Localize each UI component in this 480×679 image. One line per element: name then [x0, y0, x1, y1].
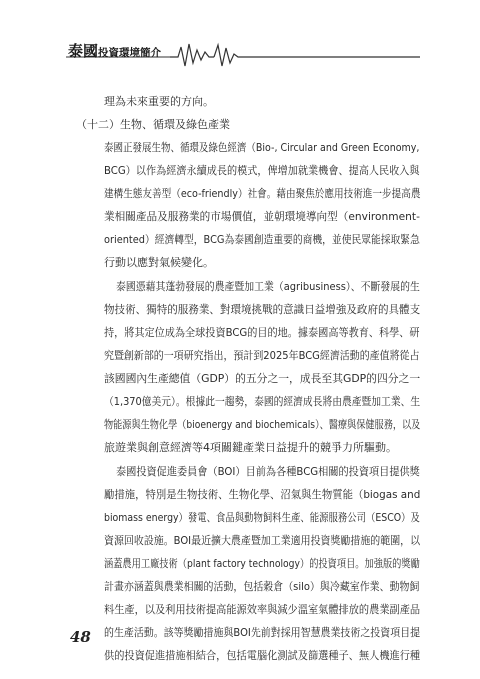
- text-line: 的生產活動。該等獎勵措施與BOI先前對採用智慧農業技術之投資項目提: [104, 626, 421, 639]
- text-line: 建構生態友善型（eco-friendly）社會。藉由聚焦於應用技術進一步提高農: [104, 187, 421, 200]
- header-title-main: 泰國: [68, 42, 99, 60]
- text-line: 持，將其定位成為全球投資BCG的目的地。據泰國高等教育、科學、研: [104, 326, 420, 339]
- text-line: 究暨創新部的一項研究指出，預計到2025年BCG經濟活動的產值將從占: [104, 349, 420, 362]
- text-line: 旅遊業與創意經濟等4項關鍵產業日益提升的競爭力所驅動。: [104, 441, 397, 454]
- text-line: 勵措施，特別是生物技術、生物化學、沼氣與生物質能（biogas and: [104, 488, 421, 501]
- text-line: 資源回收設施。BOI最近擴大農產暨加工業適用投資獎勵措施的範圍，以: [104, 534, 421, 547]
- text-line: 計畫亦涵蓋與農業相關的活動，包括穀倉（silo）與冷藏室作業、動物飼: [104, 580, 420, 593]
- text-line: 料生產，以及利用技術提高能源效率與減少溫室氣體排放的農業副產品: [104, 603, 421, 616]
- text-line: 涵蓋農用工廠技術（plant factory technology）的投資項目。加強版的獎勵: [104, 557, 420, 570]
- text-line: 理為未來重要的方向。: [104, 95, 214, 108]
- section-heading: （十二）生物、循環及綠色產業: [76, 118, 230, 131]
- text-line: oriented）經濟轉型，BCG為泰國創造重要的商機，並使民眾能採取緊急: [104, 233, 420, 246]
- text-line: 泰國正發展生物、循環及綠色經濟（Bio-, Circular and Green Economy,: [104, 141, 420, 154]
- page-number: 48: [70, 628, 91, 646]
- text-line: 業相關產品及服務業的市場價值，並朝環境導向型（environment-: [104, 210, 420, 223]
- text-line: 供的投資促進措施相結合，包括電腦化測試及篩選種子、無人機進行種: [104, 649, 421, 662]
- text-line: 泰國投資促進委員會（BOI）目前為各種BCG相關的投資項目提供獎: [116, 465, 420, 478]
- text-line: biomass energy）發電、食品與動物飼料生產、能源服務公司（ESCO）及: [104, 511, 420, 524]
- text-line: （1,370億美元）。根據此一趨勢，泰國的經濟成長將由農產暨加工業、生: [104, 395, 421, 408]
- text-line: 該國國內生產總值（GDP）的五分之一，成長至其GDP的四分之一: [104, 372, 421, 385]
- text-line: BCG）以作為經濟永續成長的模式，俾增加就業機會、提高人民收入與: [104, 164, 420, 177]
- text-line: 行動以應對氣候變化。: [104, 256, 214, 269]
- header-title-rest: 投資環境簡介: [98, 47, 162, 59]
- text-line: 物技術、獨特的服務業、對環境挑戰的意識日益增強及政府的具體支: [104, 303, 421, 316]
- text-line: 泰國憑藉其蓬勃發展的農產暨加工業（agribusiness）、不斷發展的生: [116, 280, 420, 293]
- text-line: 物能源與生物化學（bioenergy and biochemicals）、醫療與保健服務，以及: [104, 418, 421, 431]
